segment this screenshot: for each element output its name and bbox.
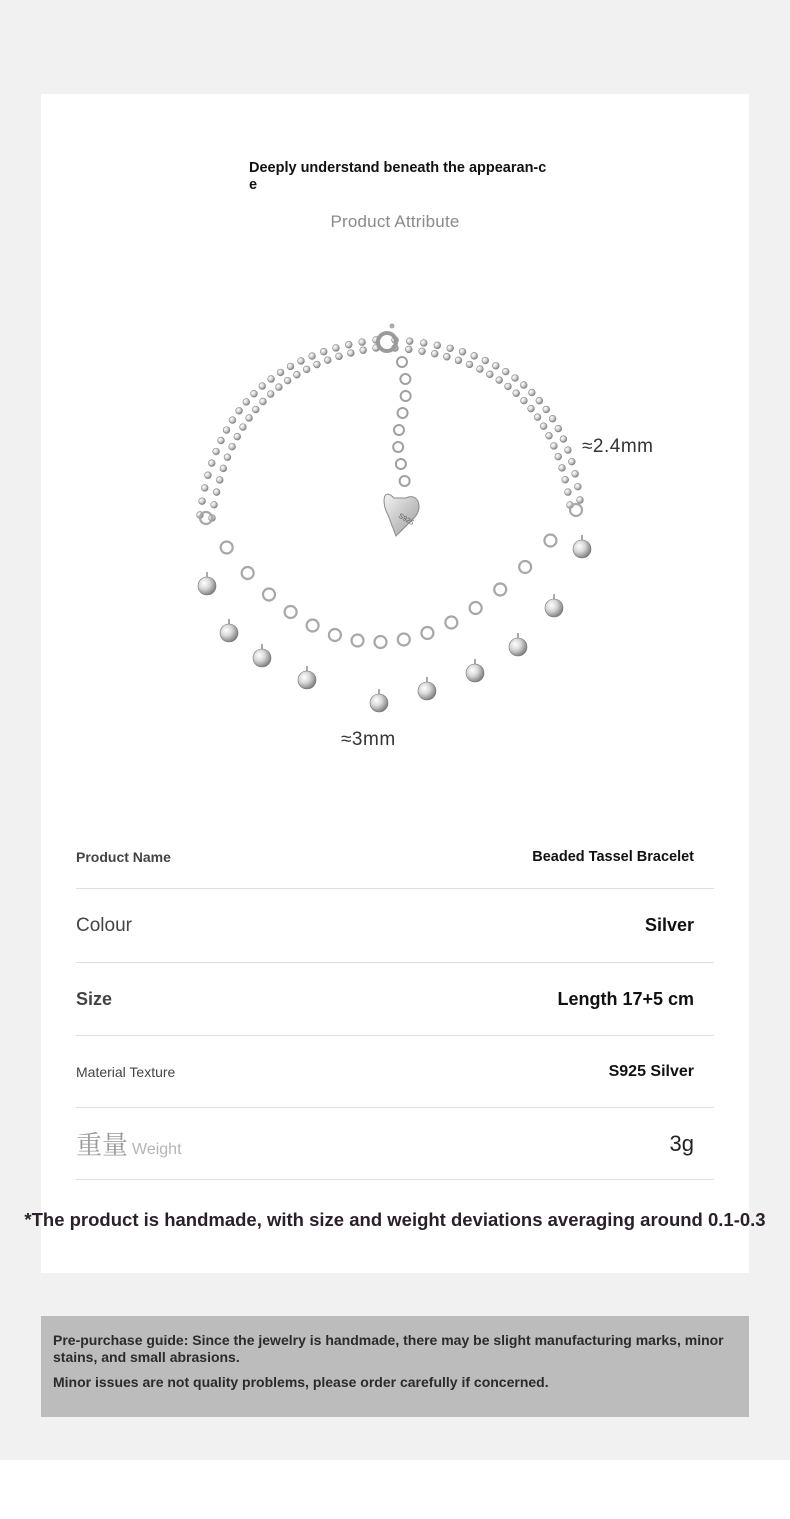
spec-label [76, 1125, 182, 1162]
tassel-bead [253, 649, 271, 667]
chain-bead [565, 447, 572, 454]
spec-row-weight [76, 1108, 714, 1180]
chain-bead [447, 345, 454, 352]
extender-chain [393, 357, 410, 486]
chain-bead [243, 399, 250, 406]
chain-bead [555, 453, 562, 460]
chain-link [519, 561, 531, 573]
extender-link [400, 374, 410, 384]
chain-bead [502, 368, 509, 375]
chain-bead [477, 366, 484, 373]
chain-bead [565, 489, 572, 496]
chain-bead [486, 371, 493, 378]
chain-bead [559, 465, 566, 472]
link-chain [200, 504, 582, 648]
tagline: Deeply understand beneath the appearan-ce [249, 160, 547, 193]
charm-stamp: S925 [397, 512, 415, 527]
chain-bead [540, 423, 547, 430]
tassel-beads [198, 535, 591, 712]
chain-bead [577, 497, 584, 504]
chain-bead [213, 489, 220, 496]
chain-link [352, 635, 364, 647]
chain-bead [528, 389, 535, 396]
chain-bead [405, 346, 412, 353]
tassel-bead [509, 638, 527, 656]
chain-bead [218, 437, 225, 444]
chain-link [470, 602, 482, 614]
extender-link [398, 408, 408, 418]
chain-bead [259, 383, 266, 390]
chain-bead [520, 382, 527, 389]
chain-bead [213, 448, 220, 455]
chain-bead [229, 417, 236, 424]
chain-bead [560, 436, 567, 443]
spec-row-product-name [76, 826, 714, 889]
chain-bead [252, 406, 259, 413]
chain-bead [216, 477, 223, 484]
spec-value: Length 17+5 cm [557, 988, 694, 1009]
chain-bead [208, 460, 215, 467]
chain-bead [224, 454, 231, 461]
chain-bead [455, 357, 462, 364]
chain-bead [492, 362, 499, 369]
chain-bead [268, 376, 275, 383]
chain-bead [201, 485, 208, 492]
chain-bead [406, 338, 413, 345]
chain-link [375, 636, 387, 648]
chain-bead [333, 345, 340, 352]
chain-bead [543, 406, 550, 413]
extender-link [393, 442, 403, 452]
chain-bead [482, 357, 489, 364]
chain-link [242, 567, 254, 579]
chain-bead [534, 414, 541, 421]
chain-bead [294, 371, 301, 378]
chain-bead [359, 339, 366, 346]
spec-value: S925 Silver [608, 1062, 694, 1080]
handmade-note: *The product is handmade, with size and weight deviations averaging around 0.1-0.3 [24, 1209, 766, 1230]
tassel-bead [573, 540, 591, 558]
spec-row-size [76, 963, 714, 1036]
chain-bead [513, 390, 520, 397]
spec-label: Product Name [76, 849, 171, 865]
chain-link [421, 627, 433, 639]
chain-bead [431, 350, 438, 357]
chain-bead [434, 342, 441, 349]
chain-bead [574, 483, 581, 490]
spec-table [76, 826, 714, 1180]
chain-bead [420, 340, 427, 347]
chain-bead [276, 384, 283, 391]
spec-value: 3g [669, 1130, 694, 1156]
spec-label-en: Weight [132, 1141, 182, 1158]
chain-bead [345, 341, 352, 348]
guide-line-1: Pre-purchase guide: Since the jewelry is handmade, there may be slight manufacturing marks, minor stains, and small abrasions. [53, 1332, 724, 1365]
chain-bead [324, 357, 331, 364]
chain-bead [220, 465, 227, 472]
chain-bead [287, 363, 294, 370]
chain-bead [551, 443, 558, 450]
chain-bead [234, 433, 241, 440]
spec-label: Colour [76, 914, 132, 936]
tassel-bead [466, 664, 484, 682]
chain-bead [549, 415, 556, 422]
heart-charm [384, 494, 419, 536]
chain-link [221, 542, 233, 554]
pre-purchase-guide [41, 1316, 749, 1417]
bead-chain [197, 337, 584, 522]
extender-link [401, 391, 411, 401]
guide-line-2: Minor issues are not quality problems, please order carefully if concerned. [53, 1374, 549, 1390]
chain-link [544, 535, 556, 547]
chain-link [307, 620, 319, 632]
chain-bead [496, 377, 503, 384]
spec-label: Material Texture [76, 1063, 176, 1080]
chain-bead [267, 391, 274, 398]
chain-link [494, 584, 506, 596]
spec-label: Size [76, 988, 113, 1009]
spec-value: Silver [644, 915, 694, 935]
chain-link [398, 634, 410, 646]
chain-bead [528, 405, 535, 412]
chain-bead [459, 348, 466, 355]
extender-link [397, 357, 407, 367]
chain-bead [260, 398, 267, 405]
chain-link [445, 617, 457, 629]
chain-bead [309, 353, 316, 360]
chain-bead [314, 361, 321, 368]
spec-value: Beaded Tassel Bracelet [532, 849, 694, 865]
chain-bead [336, 353, 343, 360]
chain-bead [360, 347, 367, 354]
extender-link [394, 425, 404, 435]
chain-bead [277, 369, 284, 376]
spec-row-colour [76, 889, 714, 963]
bottom-strip [0, 1460, 790, 1519]
chain-bead [284, 377, 291, 384]
chain-link [570, 504, 582, 516]
chain-link [263, 589, 275, 601]
chain-bead [199, 498, 206, 505]
chain-bead [320, 348, 327, 355]
spec-label-cn: 重量 [76, 1130, 129, 1160]
chain-bead [229, 443, 236, 450]
chain-bead [505, 383, 512, 390]
tassel-bead [545, 599, 563, 617]
chain-bead [555, 425, 562, 432]
tassel-bead [370, 694, 388, 712]
tassel-bead [220, 624, 238, 642]
extender-link [396, 459, 406, 469]
chain-bead [562, 476, 569, 483]
chain-bead [572, 470, 579, 477]
tassel-bead [298, 671, 316, 689]
chain-bead [251, 390, 258, 397]
clasp [378, 324, 396, 352]
chain-bead [466, 361, 473, 368]
chain-bead [512, 375, 519, 382]
chain-bead [546, 432, 553, 439]
chain-width-label: ≈2.4mm [582, 436, 654, 457]
chain-bead [298, 358, 305, 365]
spec-row-material [76, 1036, 714, 1108]
chain-bead [211, 501, 218, 508]
chain-bead [444, 353, 451, 360]
chain-bead [223, 427, 230, 434]
bead-size-label: ≈3mm [341, 729, 396, 750]
chain-bead [246, 415, 253, 422]
tassel-bead [198, 577, 216, 595]
chain-bead [568, 458, 575, 465]
chain-bead [240, 424, 247, 431]
chain-bead [419, 348, 426, 355]
chain-link [329, 629, 341, 641]
tassel-bead [418, 682, 436, 700]
chain-bead [303, 366, 310, 373]
chain-bead [471, 352, 478, 359]
chain-bead [205, 472, 212, 479]
extender-link [400, 476, 410, 486]
chain-bead [347, 350, 354, 357]
bracelet-image [180, 300, 620, 730]
chain-bead [536, 397, 543, 404]
chain-link [285, 606, 297, 618]
chain-bead [521, 397, 528, 404]
chain-bead [236, 407, 243, 414]
section-title: Product Attribute [330, 212, 460, 231]
